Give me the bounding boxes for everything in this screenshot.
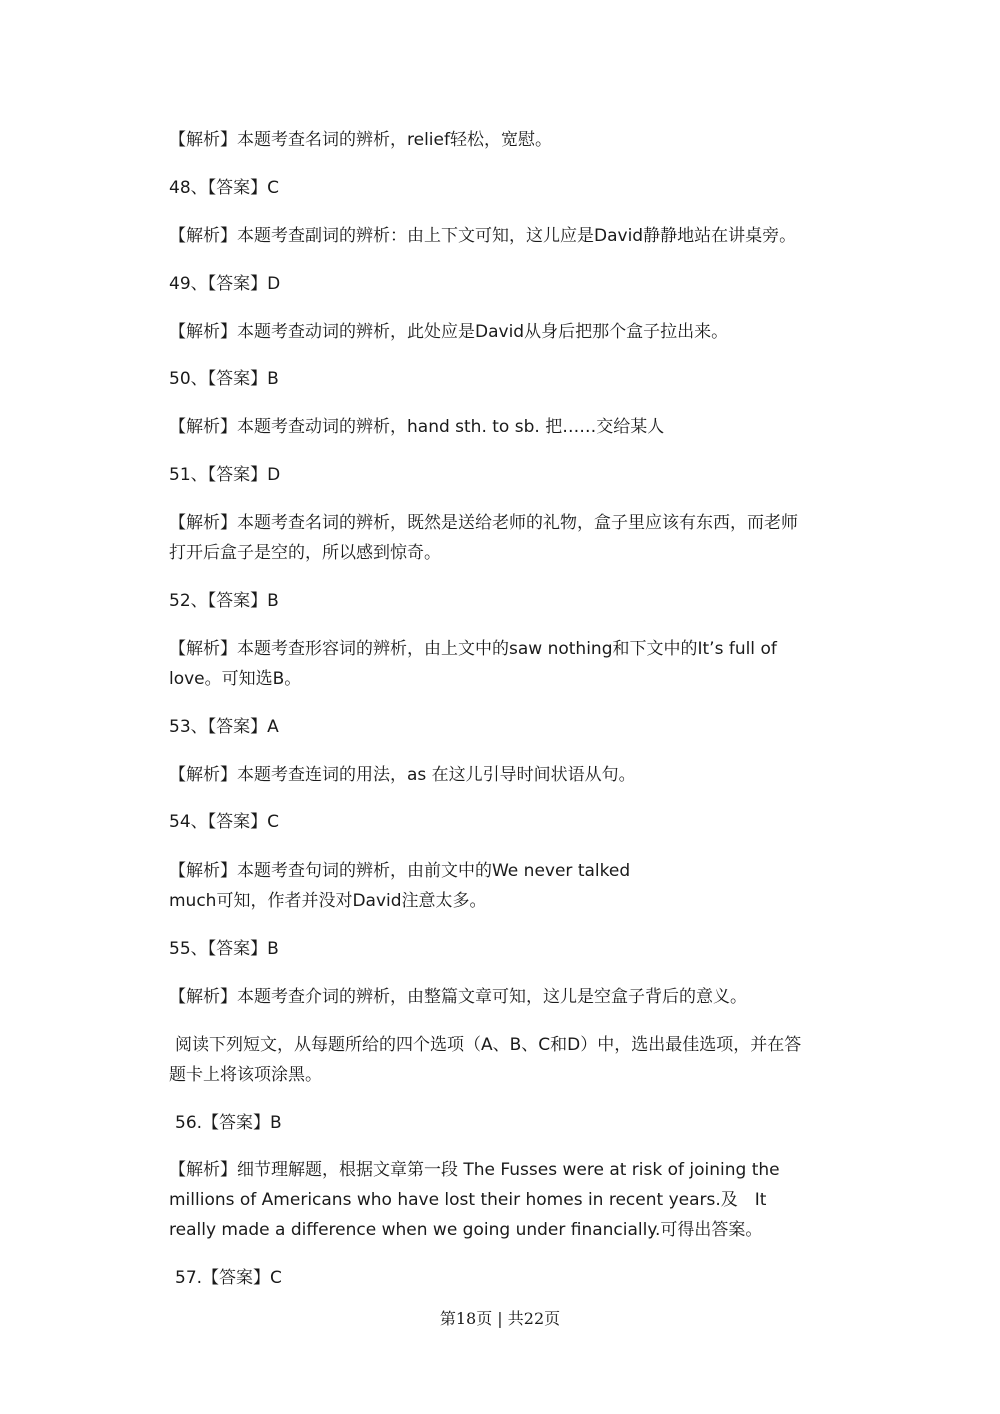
text-line: 【解析】本题考查动词的辨析，此处应是David从身后把那个盒子拉出来。 [169,322,729,342]
text-line: 打开后盒子是空的，所以感到惊奇。 [169,543,441,563]
text-line: 题卡上将该项涂黑。 [169,1065,322,1085]
text-line: 【解析】本题考查副词的辨析：由上下文可知，这儿应是David静静地站在讲桌旁。 [169,226,797,246]
text-line: 【解析】本题考查动词的辨析，hand sth. to sb. 把……交给某人 [169,417,665,437]
text-line: 51、【答案】D [169,465,281,485]
text-line: 50、【答案】B [169,369,279,389]
text-line: 【解析】本题考查句词的辨析，由前文中的We never talked [169,861,631,881]
text-line: 【解析】本题考查形容词的辨析，由上文中的saw nothing和下文中的It’s full of [169,639,777,659]
text-line: 49、【答案】D [169,274,281,294]
text-line: 54、【答案】C [169,812,280,832]
text-line: 53、【答案】A [169,717,279,737]
text-line: 55、【答案】B [169,939,279,959]
text-line: 阅读下列短文，从每题所给的四个选项（A、B、C和D）中，选出最佳选项，并在答 [175,1035,802,1055]
text-line: 【解析】本题考查名词的辨析，既然是送给老师的礼物，盒子里应该有东西，而老师 [169,513,798,533]
text-line: 【解析】本题考查介词的辨析，由整篇文章可知，这儿是空盒子背后的意义。 [169,987,747,1007]
text-line: really made a difference when we going under financially.可得出答案。 [169,1220,763,1240]
text-line: 【解析】细节理解题，根据文章第一段 The Fusses were at risk of joining the [169,1160,780,1180]
text-line: 48、【答案】C [169,178,280,198]
text-line: 【解析】本题考查连词的用法，as 在这儿引导时间状语从句。 [169,765,636,785]
text-line: much可知，作者并没对David注意太多。 [169,891,487,911]
text-line: love。可知选B。 [169,669,302,689]
text-line: 52、【答案】B [169,591,279,611]
text-line: 57.【答案】C [175,1268,282,1288]
page-footer: 第18页 | 共22页 [439,1309,561,1328]
text-line: 56.【答案】B [175,1113,282,1133]
text-line: millions of Americans who have lost their homes in recent years.及 It [169,1190,767,1210]
text-line: 【解析】本题考查名词的辨析，relief轻松，宽慰。 [169,130,552,150]
